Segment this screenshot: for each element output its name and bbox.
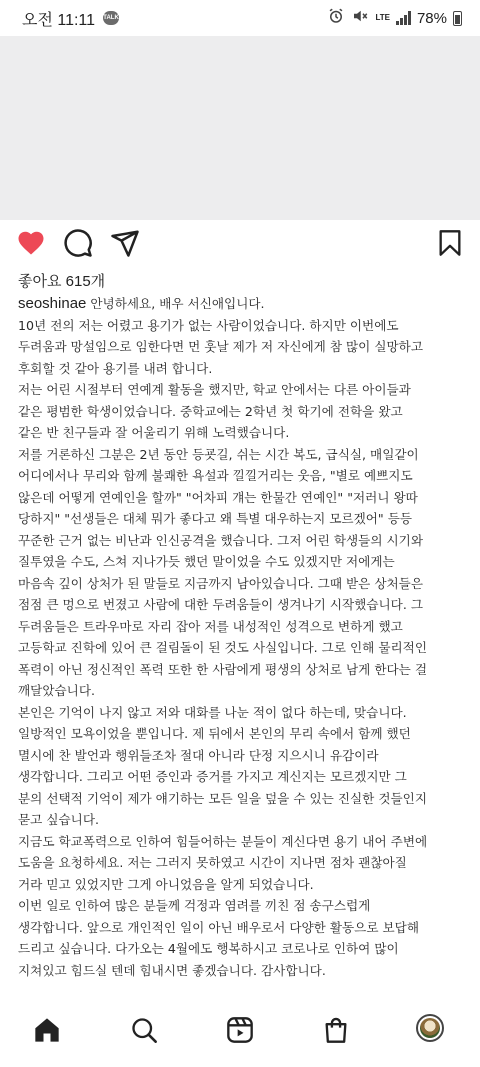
caption-line: 본인은 기억이 나지 않고 저와 대화를 나눈 적이 없다 하는데, 맞습니다. xyxy=(18,704,407,720)
shop-icon[interactable] xyxy=(322,1016,350,1048)
caption-line: 폭력이 아닌 정신적인 폭력 또한 한 사람에게 평생의 상처로 남게 한다는 걸 xyxy=(18,661,428,677)
caption-line: 생각합니다. 그리고 어떤 증인과 증거를 가지고 계신지는 모르겠지만 그 xyxy=(18,769,407,784)
caption-line: 않은데 어떻게 연예인을 할까" "어차피 걔는 한물간 연예인" "저러니 왕따 xyxy=(18,489,418,505)
caption-line: 같은 반 친구들과 잘 어울리기 위해 노력했습니다. xyxy=(18,425,290,440)
caption-line: 질투였을 수도, 스쳐 지나가듯 했던 말이었을 수도 있겠지만 저에게는 xyxy=(18,554,395,569)
post-caption xyxy=(18,293,470,981)
network-type: LTE xyxy=(375,13,390,22)
caption-line: 저를 거론하신 그분은 2년 동안 등굣길, 쉬는 시간 복도, 급식실, 매일같이 xyxy=(18,446,419,462)
caption-line: 저는 어린 시절부터 연예계 활동을 했지만, 학교 안에서는 다른 아이들과 xyxy=(18,382,411,397)
caption-line: 10년 전의 저는 어렸고 용기가 없는 사람이었습니다. 하지만 이번에도 xyxy=(18,317,399,333)
caption-line: 드리고 싶습니다. 다가오는 4월에도 행복하시고 코로나로 인하여 많이 xyxy=(18,941,399,956)
caption-line: 꾸준한 근거 없는 비난과 인신공격을 했습니다. 그저 어린 학생들의 시기와 xyxy=(18,532,423,548)
send-icon[interactable] xyxy=(110,228,140,262)
avatar-image xyxy=(420,1018,440,1038)
username[interactable]: seoshinae xyxy=(18,295,87,312)
comment-icon[interactable] xyxy=(63,228,93,262)
likes-count[interactable]: 좋아요 615개 xyxy=(18,273,106,290)
reels-icon[interactable] xyxy=(226,1016,254,1048)
search-icon[interactable] xyxy=(130,1016,158,1048)
caption-line: 같은 평범한 학생이었습니다. 중학교에는 2학년 첫 학기에 전학을 왔고 xyxy=(18,403,403,419)
caption-line: 묻고 싶습니다. xyxy=(18,812,99,827)
caption-text: 안녕하세요, 배우 서신애입니다. xyxy=(90,296,265,311)
caption-line: 두려움들은 트라우마로 자리 잡아 저를 내성적인 성격으로 변하게 했고 xyxy=(18,618,403,634)
post-image[interactable] xyxy=(0,36,480,220)
bottom-navigation xyxy=(0,1006,480,1052)
caption-line: 도움을 요청하세요. 저는 그러지 못하였고 시간이 지나면 점차 괜찮아질 xyxy=(18,855,407,870)
caption-line: 거라 믿고 있었지만 그게 아니었음을 알게 되었습니다. xyxy=(18,876,314,892)
caption-line: 멸시에 찬 발언과 행위들조차 절대 아니라 단정 지으시니 유감이라 xyxy=(18,747,379,763)
caption-line: 지쳐있고 힘드실 텐데 힘내시면 좋겠습니다. 감사합니다. xyxy=(18,962,326,978)
battery-percent: 78% xyxy=(416,9,447,27)
status-bar xyxy=(0,0,480,36)
avatar xyxy=(416,1014,444,1042)
caption-line xyxy=(18,293,470,315)
caption-line: 이번 일로 인하여 많은 분들께 걱정과 염려를 끼친 점 송구스럽게 xyxy=(18,898,371,913)
home-icon[interactable] xyxy=(33,1016,61,1048)
signal-icon xyxy=(396,11,411,25)
battery-icon xyxy=(453,11,462,26)
caption-line: 어디에서나 무리와 함께 불쾌한 욕설과 낄낄거리는 웃음, "별로 예쁘지도 xyxy=(18,468,413,483)
caption-line: 후회할 것 같아 용기를 내려 합니다. xyxy=(18,360,213,376)
alarm-icon xyxy=(327,7,345,29)
post-action-bar xyxy=(0,228,480,262)
status-time: 오전 11:11 xyxy=(22,11,96,29)
caption-line: 분의 선택적 기억이 제가 얘기하는 모든 일을 덮을 수 있는 진실한 것들인지 xyxy=(18,790,428,806)
caption-line: 당하지" "선생들은 대체 뭐가 좋다고 왜 특별 대우하는지 모르겠어" 등등 xyxy=(18,511,413,526)
bookmark-icon[interactable] xyxy=(436,228,464,262)
caption-line: 일방적인 모욕이었을 뿐입니다. 제 뒤에서 본인의 무리 속에서 함께 했던 xyxy=(18,726,411,741)
heart-icon[interactable] xyxy=(16,228,46,262)
profile-avatar[interactable] xyxy=(416,1014,444,1042)
caption-line: 점점 큰 멍으로 번졌고 사람에 대한 두려움들이 생겨나기 시작했습니다. 그 xyxy=(18,597,423,612)
caption-line: 마음속 깊이 상처가 된 말들로 지금까지 남아있습니다. 그때 받은 상처들은 xyxy=(18,575,423,591)
caption-line: 두려움과 망설임으로 임한다면 먼 훗날 제가 저 자신에게 참 많이 실망하고 xyxy=(18,339,423,354)
mute-icon xyxy=(351,7,369,29)
kakaotalk-notification-icon: TALK xyxy=(103,11,119,25)
caption-line: 지금도 학교폭력으로 인하여 힘들어하는 분들이 계신다면 용기 내어 주변에 xyxy=(18,833,428,849)
caption-line: 생각합니다. 앞으로 개인적인 일이 아닌 배우로서 다양한 활동으로 보답해 xyxy=(18,919,419,935)
caption-line: 고등학교 진학에 있어 큰 걸림돌이 된 것도 사실입니다. 그로 인해 물리적인 xyxy=(18,640,428,655)
caption-line: 깨달았습니다. xyxy=(18,683,95,698)
